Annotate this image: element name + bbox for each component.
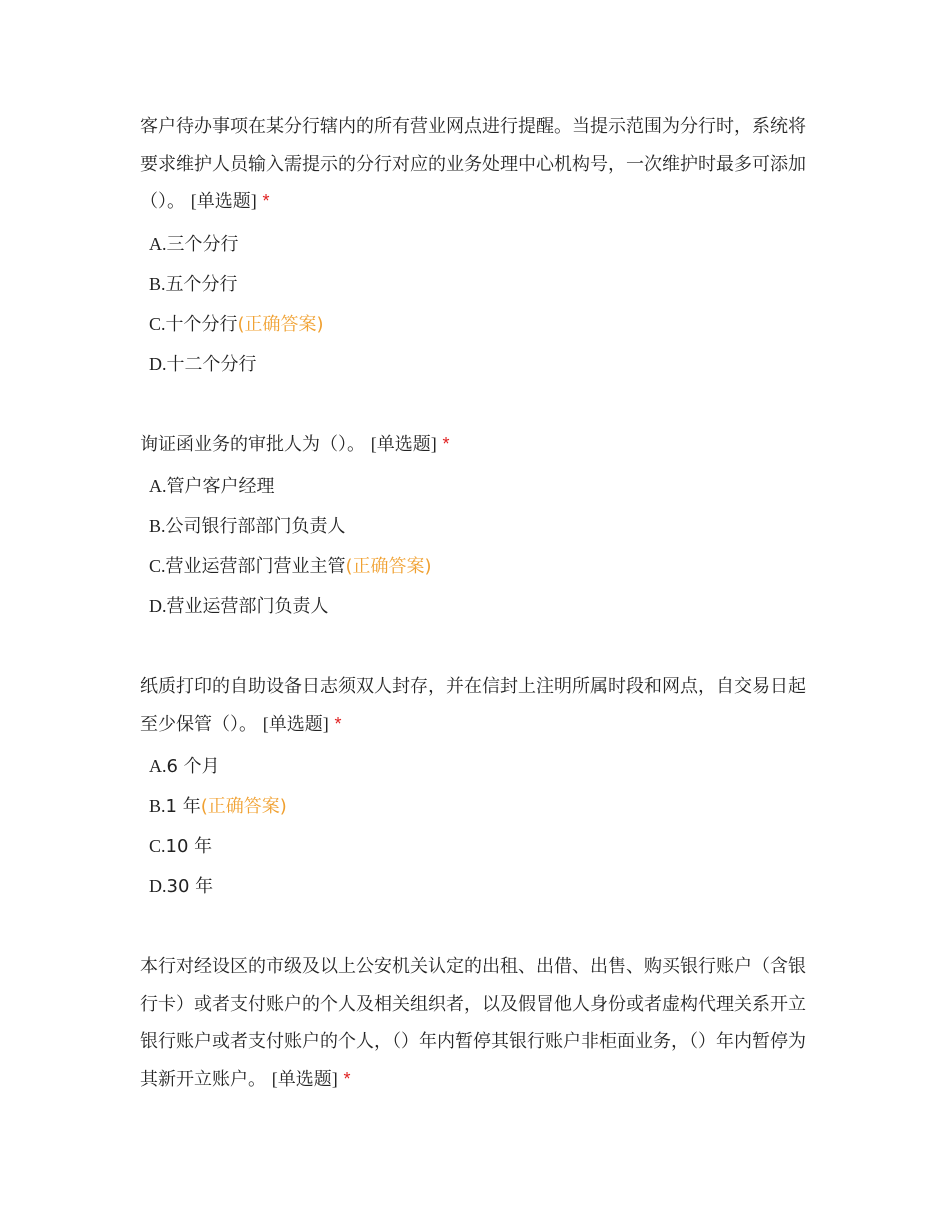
question-3 bbox=[140, 668, 812, 906]
option-a[interactable]: A.管户客户经理 bbox=[149, 476, 275, 497]
option-b[interactable]: B.1 年(正确答案) bbox=[149, 796, 287, 817]
question-2 bbox=[140, 426, 812, 627]
option-b[interactable]: B.五个分行 bbox=[149, 273, 238, 295]
option-d[interactable]: D.营业运营部门负责人 bbox=[149, 596, 329, 617]
question-stem: 客户待办事项在某分行辖内的所有营业网点进行提醒。当提示范围为分行时，系统将要求维护人员输入需提示的分行对应的业务处理中心机构号，一次维护时最多可添加（）。 [单选题] * bbox=[140, 116, 806, 212]
question-stem: 询证函业务的审批人为（）。 [单选题] * bbox=[140, 433, 450, 455]
required-mark: * bbox=[334, 713, 342, 734]
option-c[interactable]: C.10 年 bbox=[149, 836, 213, 857]
question-stem: 纸质打印的自助设备日志须双人封存，并在信封上注明所属时段和网点，自交易日起至少保管（）。 [单选题] * bbox=[140, 676, 806, 735]
question-type-tag: [单选题] bbox=[271, 1068, 338, 1089]
option-b[interactable]: B.公司银行部部门负责人 bbox=[149, 516, 346, 537]
correct-answer-note: (正确答案) bbox=[237, 313, 324, 335]
option-a[interactable]: A.三个分行 bbox=[149, 233, 239, 255]
option-d[interactable]: D.十二个分行 bbox=[149, 353, 257, 375]
question-1 bbox=[140, 108, 812, 384]
question-stem: 本行对经设区的市级及以上公安机关认定的出租、出借、出售、购买银行账户（含银行卡）或者支付账户的个人及相关组织者，以及假冒他人身份或者虚构代理关系开立银行账户或者支付账户的个人，（）年内暂停其银行账户非柜面业务，（）年内暂停为其新开立账户。 [单选题] * bbox=[140, 956, 806, 1090]
question-4 bbox=[140, 948, 812, 1098]
required-mark: * bbox=[262, 191, 270, 211]
option-a[interactable]: A.6 个月 bbox=[149, 756, 220, 777]
required-mark: * bbox=[343, 1068, 351, 1089]
question-type-tag: [单选题] bbox=[262, 713, 329, 734]
correct-answer-note: (正确答案) bbox=[345, 556, 432, 577]
question-list bbox=[140, 108, 812, 1140]
required-mark: * bbox=[442, 433, 450, 454]
question-type-tag: [单选题] bbox=[370, 433, 437, 454]
option-c[interactable]: C.十个分行(正确答案) bbox=[149, 313, 324, 335]
correct-answer-note: (正确答案) bbox=[200, 796, 287, 817]
question-type-tag: [单选题] bbox=[190, 191, 257, 211]
option-d[interactable]: D.30 年 bbox=[149, 876, 214, 897]
option-c[interactable]: C.营业运营部门营业主管(正确答案) bbox=[149, 556, 432, 577]
